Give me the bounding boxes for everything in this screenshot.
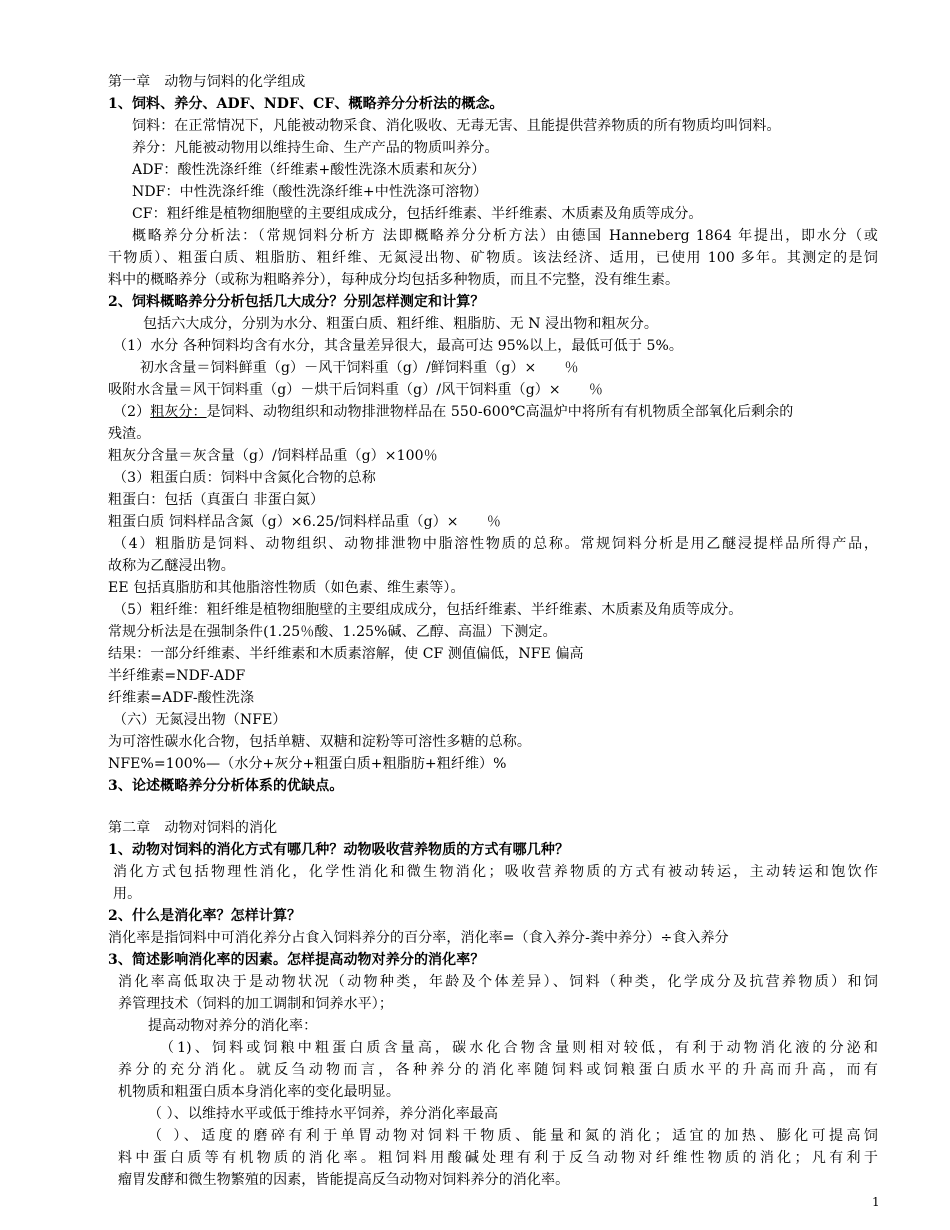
paragraph-line: 包括六大成分，分别为水分、粗蛋白质、粗纤维、粗脂肪、无 N 浸出物和粗灰分。 (143, 316, 658, 332)
paragraph-line: 粗蛋白：包括（真蛋白 非蛋白氮） (108, 492, 325, 508)
paragraph-line: 残渣。 (108, 426, 151, 442)
formula-line: 吸附水含量＝风干饲料重（g）－烘干后饲料重（g）/风干饲料重（g）× ％ (108, 382, 604, 398)
paragraph-line: （六）无氮浸出物（NFE） (113, 712, 287, 728)
question-3: 3、论述概略养分分析体系的优缺点。 (108, 778, 344, 794)
paragraph-line: （1)、饲料或饲粮中粗蛋白质含量高，碳水化合物含量则相对较低，有利于动物消化液的分泌和 (160, 1040, 878, 1056)
question-2: 2、什么是消化率？怎样计算？ (108, 908, 302, 924)
paragraph-line: EE 包括真脂肪和其他脂溶性物质（如色素、维生素等）。 (108, 580, 465, 596)
paragraph-line: 干物质）、粗蛋白质、粗脂肪、粗纤维、无氮浸出物、矿物质。该法经济、适用，已使用 100 多年。其测定的是饲 (108, 250, 878, 266)
formula-line: 粗蛋白质 饲料样品含氮（g）×6.25/饲料样品重（g）× ％ (108, 514, 501, 530)
question-1: 1、饲料、养分、ADF、NDF、CF、概略养分分析法的概念。 (108, 96, 504, 112)
definition-cf: CF：粗纤维是植物细胞壁的主要组成成分，包括纤维素、半纤维素、木质素及角质等成分。 (132, 206, 703, 222)
paragraph-line: （ ）、适度的磨碎有利于单胃动物对饲料干物质、能量和氮的消化；适宜的加热、膨化可提高饲 (148, 1128, 878, 1144)
question-3: 3、简述影响消化率的因素。怎样提高动物对养分的消化率？ (108, 952, 485, 968)
paragraph-line: 概略养分分析法：（常规饲料分析方 法即概略养分分析方法）由德国 Hanneberg 1864 年提出，即水分（或 (132, 228, 878, 244)
definition-feed: 饲料：在正常情况下，凡能被动物采食、消化吸收、无毒无害、且能提供营养物质的所有物质均叫饲料。 (132, 118, 781, 134)
paragraph-line: 料中蛋白质等有机物质的消化率。粗饲料用酸碱处理有利于反刍动物对纤维性物质的消化；凡有利于 (118, 1150, 878, 1166)
definition-ndf: NDF：中性洗涤纤维（酸性洗涤纤维+中性洗涤可溶物） (132, 184, 488, 200)
paragraph-line (113, 401, 793, 423)
paragraph-line: 养分的充分消化。就反刍动物而言，各种养分的消化率随饲料或饲粮蛋白质水平的升高而升高，而有 (118, 1062, 878, 1078)
paragraph-line: （3）粗蛋白质：饲料中含氮化合物的总称 (113, 470, 376, 486)
paragraph-line: （ ）、以维持水平或低于维持水平饲养，养分消化率最高 (148, 1106, 499, 1122)
term-crude-ash: 粗灰分： (150, 404, 207, 420)
paragraph-line: 养管理技术（饲料的加工调制和饲养水平）； (118, 996, 393, 1012)
paragraph-line: 消化率是指饲料中可消化养分占食入饲料养分的百分率，消化率=（食入养分-粪中养分）÷食入养分 (108, 930, 729, 946)
term-definition: 是饲料、动物组织和动物排泄物样品在 550-600℃高温炉中将所有有机物质全部氧化后剩余的 (206, 404, 794, 420)
paragraph-line: 用。 (113, 886, 142, 902)
question-1: 1、动物对饲料的消化方式有哪几种？动物吸收营养物质的方式有哪几种？ (108, 842, 570, 858)
paragraph-line: 消化方式包括物理性消化，化学性消化和微生物消化；吸收营养物质的方式有被动转运，主动转运和饱饮作 (113, 864, 878, 880)
paragraph-line: 机物质和粗蛋白质本身消化率的变化最明显。 (118, 1084, 400, 1100)
paragraph-line: 为可溶性碳水化合物，包括单糖、双糖和淀粉等可溶性多糖的总称。 (108, 734, 531, 750)
paragraph-line: 常规分析法是在强制条件(1.25％酸、1.25%碱、乙醇、高温）下测定。 (108, 624, 557, 640)
paragraph-line: （5）粗纤维：粗纤维是植物细胞壁的主要组成成分，包括纤维素、半纤维素、木质素及角质等成分。 (113, 602, 743, 618)
definition-adf: ADF：酸性洗涤纤维（纤维素+酸性洗涤木质素和灰分） (132, 162, 486, 178)
paragraph-line: 消化率高低取决于是动物状况（动物种类，年龄及个体差异）、饲料（种类，化学成分及抗营养物质）和饲 (118, 974, 878, 990)
paragraph-line: 结果：一部分纤维素、半纤维素和木质素溶解，使 CF 测值偏低，NFE 偏高 (108, 646, 584, 662)
item-number: （2） (113, 404, 151, 420)
page-number: 1 (872, 1195, 880, 1209)
paragraph-line: 瘤胃发酵和微生物繁殖的因素，皆能提高反刍动物对饲料养分的消化率。 (118, 1172, 570, 1188)
formula-line: 半纤维素=NDF-ADF (108, 668, 246, 684)
paragraph-line: （1）水分 各种饲料均含有水分，其含量差异很大，最高可达 95%以上，最低可低于 5%。 (113, 338, 683, 354)
chapter-2-title: 第二章 动物对饲料的消化 (108, 820, 278, 836)
paragraph-line: 料中的概略养分（或称为粗略养分），每种成分均包括多种物质，而且不完整，没有维生素。 (108, 272, 680, 288)
formula-line: 粗灰分含量＝灰含量（g）/饲料样品重（g）×100％ (108, 448, 438, 464)
formula-line: 纤维素=ADF-酸性洗涤 (108, 690, 255, 706)
formula-line: NFE%=100%—（水分+灰分+粗蛋白质+粗脂肪+粗纤维）% (108, 756, 507, 772)
definition-nutrient: 养分：凡能被动物用以维持生命、生产产品的物质叫养分。 (132, 140, 499, 156)
question-2: 2、饲料概略养分分析包括几大成分？分别怎样测定和计算？ (108, 294, 485, 310)
paragraph-line: （4）粗脂肪是饲料、动物组织、动物排泄物中脂溶性物质的总称。常规饲料分析是用乙醚浸提样品所得产品， (113, 536, 878, 552)
chapter-1-title: 第一章 动物与饲料的化学组成 (108, 74, 306, 90)
paragraph-line: 提高动物对养分的消化率： (148, 1018, 318, 1034)
formula-line: 初水含量＝饲料鲜重（g）－风干饲料重（g）/鲜饲料重（g）× ％ (140, 360, 579, 376)
paragraph-line: 故称为乙醚浸出物。 (108, 558, 235, 574)
